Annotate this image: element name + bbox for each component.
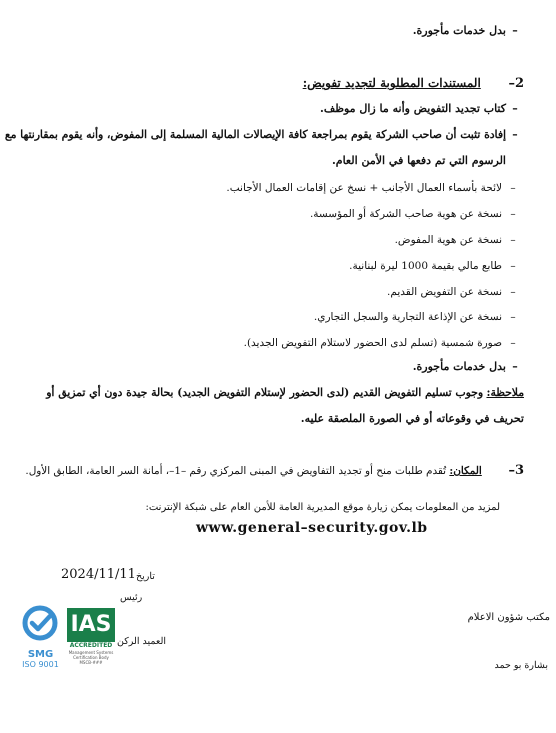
note-line-1 [46,386,524,399]
bullet-dash: – [512,24,518,37]
date-label: تاريخ [136,571,155,582]
section-3-number: 3– [508,463,524,478]
more-info-text: لمزيد من المعلومات يمكن زيارة موقع المديرية العامة للأمن العام على شبكة الإنترنت: [145,502,500,513]
intro-bullet [413,24,524,37]
smg-name: SMG [27,649,54,660]
list-item-text: صورة شمسية (تسلم لدى الحضور لاستلام التفويض الجديد). [243,337,502,349]
smg-check-icon [18,605,63,645]
list-item [5,128,524,141]
section-2-number: 2– [508,76,524,91]
rank-title: العميد الركن [117,636,167,647]
signatory-name: بشارة بو حمد [494,660,548,671]
list-item [320,102,524,115]
note-label: ملاحظة: [486,386,524,399]
bullet-dash: – [510,182,516,194]
note-line-2 [301,412,524,425]
section-2-title: المستندات المطلوبة لتجديد تفويض: [302,76,481,90]
ias-logo [67,608,115,665]
section-3 [25,463,524,478]
ias-line4: MSCB-### [79,660,103,665]
list-item [226,182,524,194]
ias-name: IAS [67,608,115,642]
list-item [310,208,524,220]
list-item-text: الرسوم التي تم دفعها في الأمن العام. [331,154,506,167]
list-item-continuation [332,154,524,167]
smg-cert: ISO 9001 [22,660,59,669]
bullet-dash: – [510,208,516,220]
office-name: مكتب شؤون الاعلام [467,612,550,623]
section-2-heading [303,76,524,91]
list-item-text: نسخة عن هوية المفوض. [394,234,502,246]
bullet-dash: – [512,360,518,373]
note-text-1: وجوب تسليم التفويض القديم (لدى الحضور لإستلام التفويض الجديد) بحالة جيدة دون أي تمزيق أو [46,386,484,399]
bullet-dash: – [510,260,516,272]
bullet-dash: – [512,128,518,141]
bullet-dash: – [512,102,518,115]
date-value: 2024/11/11 [61,567,136,582]
section-3-text: تُقدم طلبات منح أو تجديد التفاويض في المبنى المركزي رقم –1–، أمانة السر العامة، الطابق الأول. [25,465,447,477]
list-item [413,360,524,373]
bullet-dash: – [510,337,516,349]
bullet-dash: – [510,311,516,323]
list-item-text: نسخة عن التفويض القديم. [387,286,502,298]
list-item-text: لائحة بأسماء العمال الأجانب + نسخ عن إقامات العمال الأجانب. [226,182,502,194]
list-item-text: إفادة تثبت أن صاحب الشركة يقوم بمراجعة كافة الإيصالات المالية المسلمة إلى المفوض، وأنه يقوم بمقارنتها مع [4,128,506,141]
note-text-2: تحريف في وقوعاته أو في الصورة الملصقة عليه. [300,412,524,425]
list-item [314,311,524,323]
list-item [244,337,524,349]
smg-logo [18,605,63,670]
list-item-text: نسخة عن هوية صاحب الشركة أو المؤسسة. [309,208,502,220]
list-item [395,234,524,246]
list-item [387,286,524,298]
bullet-dash: – [510,286,516,298]
list-item-text: طابع مالي بقيمة 1000 ليرة لبنانية. [349,260,502,272]
list-item-text: نسخة عن الإذاعة التجارية والسجل التجاري. [313,311,502,323]
list-item [349,260,524,272]
list-item-text: بدل خدمات مأجورة. [412,360,506,373]
bullet-dash: – [510,234,516,246]
ias-line3: Certification Body [73,655,109,660]
head-title: رئيس [120,592,143,603]
section-3-label: المكان: [449,465,482,477]
intro-bullet-text: بدل خدمات مأجورة. [412,24,506,37]
ias-accredited: ACCREDITED [69,642,113,649]
ias-line2: Management Systems [68,650,114,655]
list-item-text: كتاب تجديد التفويض وأنه ما زال موظف. [319,102,506,115]
website-url[interactable]: www.general–security.gov.lb [196,520,428,536]
